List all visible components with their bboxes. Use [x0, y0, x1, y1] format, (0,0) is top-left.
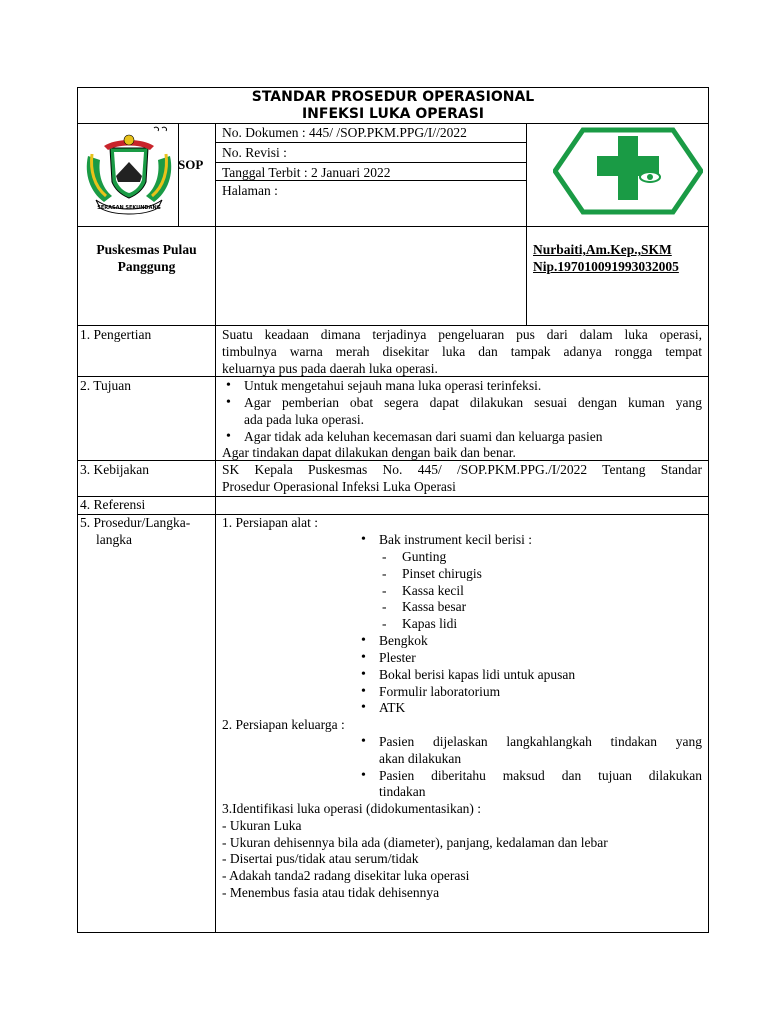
rule	[78, 496, 708, 497]
puskesmas-name: Puskesmas Pulau Panggung	[96, 242, 197, 274]
section-label-pengertian: 1. Pengertian	[80, 327, 152, 342]
rule	[178, 123, 179, 226]
section-label-referensi: 4. Referensi	[80, 497, 146, 512]
section-label-prosedur-cont: langka	[96, 532, 132, 547]
doc-page: Halaman :	[222, 183, 278, 198]
tujuan-bullet-3: • Agar tidak ada keluhan kecemasan dari suami dan keluarga pasien	[244, 428, 602, 445]
kebijakan-line-2: Prosedur Operasional Infeksi Luka Operasi	[222, 479, 456, 494]
doc-title-line2: INFEKSI LUKA OPERASI	[301, 106, 485, 122]
identifikasi-item: - Ukuran dehisennya bila ada (diameter), panjang, kedalaman dan lebar	[222, 835, 608, 850]
tujuan-bullet-2-cont: ada pada luka operasi.	[244, 412, 364, 427]
tool-item: • ATK	[379, 699, 405, 716]
tool-item: • Bokal berisi kapas lidi untuk apusan	[379, 666, 575, 683]
rule	[526, 123, 527, 325]
tujuan-bullet-2: • Agar pemberian obat segera dapat dilakukan sesuai dengan kuman yang	[244, 394, 702, 411]
sop-label: SOP	[178, 157, 204, 172]
puskesmas-logo-icon	[553, 126, 703, 216]
tool-item: • Bengkok	[379, 632, 428, 649]
tool-item: • Formulir laboratorium	[379, 683, 500, 700]
bak-item: - Kassa kecil	[402, 582, 464, 599]
bak-item: - Gunting	[402, 548, 446, 565]
rule	[215, 162, 526, 163]
bak-item: - Pinset chirugis	[402, 565, 482, 582]
tujuan-tail: Agar tindakan dapat dilakukan dengan baik dan benar.	[222, 445, 516, 460]
keluarga-item-2-cont: tindakan	[379, 784, 426, 799]
pengertian-text: Suatu keadaan dimana terjadinya pengeluaran pus dari dalam luka operasi, timbulnya warna merah disekitar luka dan tampak adanya rongga tempat keluarnya pus pada daerah luka operasi.	[222, 327, 702, 376]
rule	[215, 123, 216, 933]
kebijakan-line-1: SK Kepala Puskesmas No. 445/ /SOP.PKM.PPG./I/2022 Tentang Standar	[222, 462, 702, 477]
section-label-prosedur: 5. Prosedur/Langka-	[80, 515, 191, 530]
step-identifikasi: 3.Identifikasi luka operasi (didokumentasikan) :	[222, 801, 482, 816]
rule	[78, 226, 708, 227]
section-label-kebijakan: 3. Kebijakan	[80, 462, 149, 477]
keluarga-item-1: • Pasien dijelaskan langkahlangkah tindakan yang	[379, 733, 702, 750]
emblem-ribbon-text: SERASAN SEKUNDANG	[97, 205, 161, 211]
section-label-tujuan: 2. Tujuan	[80, 378, 132, 393]
keluarga-item-1-cont: akan dilakukan	[379, 751, 462, 766]
signer-nip: Nip.197010091993032005	[533, 259, 679, 274]
step-persiapan-keluarga: 2. Persiapan keluarga :	[222, 717, 345, 732]
doc-title-line1: STANDAR PROSEDUR OPERASIONAL	[251, 89, 535, 105]
signer-name: Nurbaiti,Am.Kep.,SKM	[533, 242, 672, 257]
identifikasi-item: - Menembus fasia atau tidak dehisennya	[222, 885, 440, 900]
doc-revision: No. Revisi :	[222, 145, 287, 160]
tujuan-bullet-1: • Untuk mengetahui sejauh mana luka operasi terinfeksi.	[244, 377, 541, 394]
tool-item: • Plester	[379, 649, 416, 666]
bak-item: - Kassa besar	[402, 598, 466, 615]
keluarga-item-2: • Pasien diberitahu maksud dan tujuan dilakukan	[379, 767, 702, 784]
identifikasi-item: - Ukuran Luka	[222, 818, 302, 833]
rule	[215, 142, 526, 143]
identifikasi-item: - Disertai pus/tidak atau serum/tidak	[222, 851, 419, 866]
regency-emblem-icon	[82, 126, 176, 218]
sop-document	[77, 87, 709, 933]
bak-instrument: • Bak instrument kecil berisi :	[379, 531, 532, 548]
step-persiapan-alat: 1. Persiapan alat :	[222, 515, 318, 530]
bak-item: - Kapas lidi	[402, 615, 457, 632]
doc-number: No. Dokumen : 445/ /SOP.PKM.PPG/I//2022	[222, 125, 467, 140]
doc-issue-date: Tanggal Terbit : 2 Januari 2022	[222, 165, 391, 180]
identifikasi-item: - Adakah tanda2 radang disekitar luka operasi	[222, 868, 470, 883]
